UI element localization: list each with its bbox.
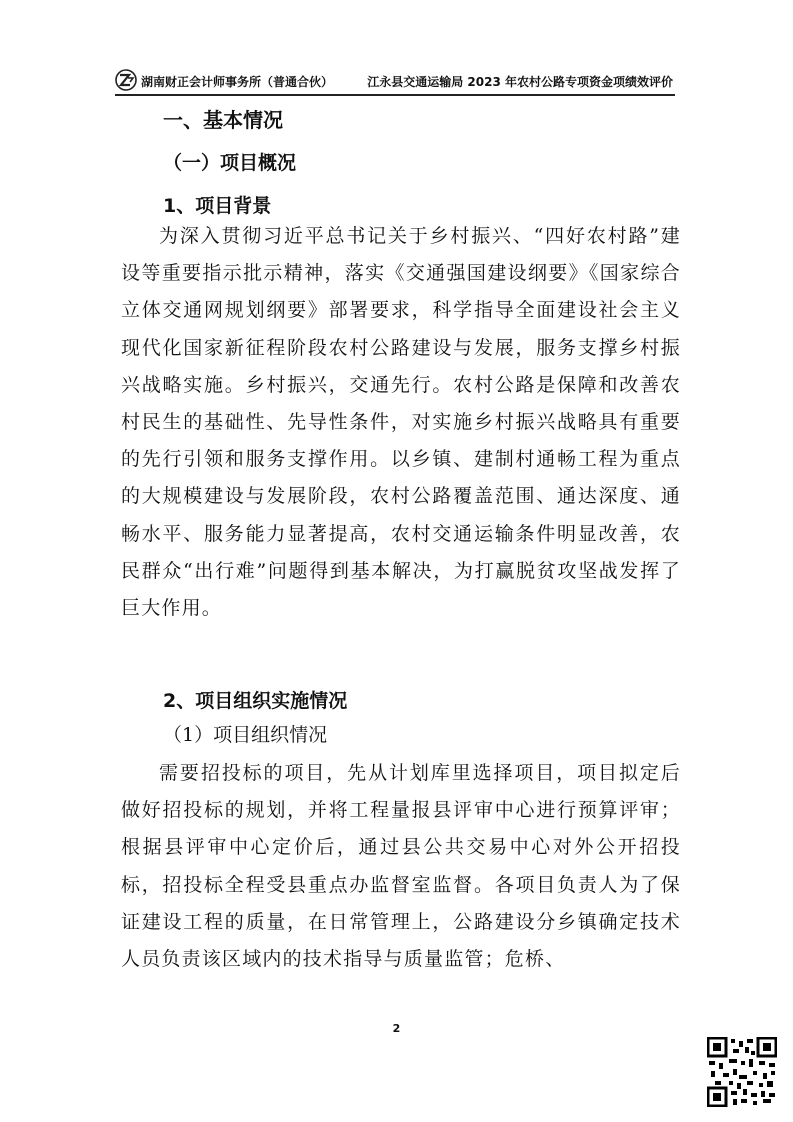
qr-code-icon: [707, 1037, 777, 1107]
firm-name: 湖南财正会计师事务所（普通合伙）: [141, 75, 334, 89]
paragraph-organization-details: 需要招投标的项目，先从计划库里选择项目，项目拟定后做好招投标的规划，并将工程量报县评审中心进行预算评审；根据县评审中心定价后，通过县公共交易中心对外公开招投标，招投标全程受县重点办监督室监督。各项目负责人为了保证建设工程的质量，在日常管理上，公路建设分乡镇确定技术人员负责该区域内的技术指导与质量监管；危桥、: [121, 762, 681, 971]
report-title: 江永县交通运输局 2023 年农村公路专项资金项绩效评价: [367, 75, 673, 89]
paragraph-project-background: 为深入贯彻习近平总书记关于乡村振兴、“四好农村路”建设等重要指示批示精神，落实《交通强国建设纲要》《国家综合立体交通网规划纲要》部署要求，科学指导全面建设社会主义现代化国家新征程阶段农村公路建设与发展，服务支撑乡村振兴战略实施。乡村振兴，交通先行。农村公路是保障和改善农村民生的基础性、先导性条件，对实施乡村振兴战略具有重要的先行引领和服务支撑作用。以乡镇、建制村通畅工程为重点的大规模建设与发展阶段，农村公路覆盖范围、通达深度、通畅水平、服务能力显著提高，农村交通运输条件明显改善，农民群众“出行难”问题得到基本解决，为打赢脱贫攻坚战发挥了巨大作用。: [121, 225, 681, 620]
heading-organization-details: （1）项目组织情况: [163, 724, 328, 746]
page-number: 2: [392, 1022, 401, 1035]
subsection-heading-overview: （一）项目概况: [163, 152, 297, 174]
heading-project-background: 1、项目背景: [163, 195, 272, 217]
firm-logo-icon: [115, 69, 137, 91]
section-heading-basic-info: 一、基本情况: [163, 108, 283, 132]
heading-project-organization: 2、项目组织实施情况: [163, 690, 348, 712]
page-header: [115, 68, 675, 96]
